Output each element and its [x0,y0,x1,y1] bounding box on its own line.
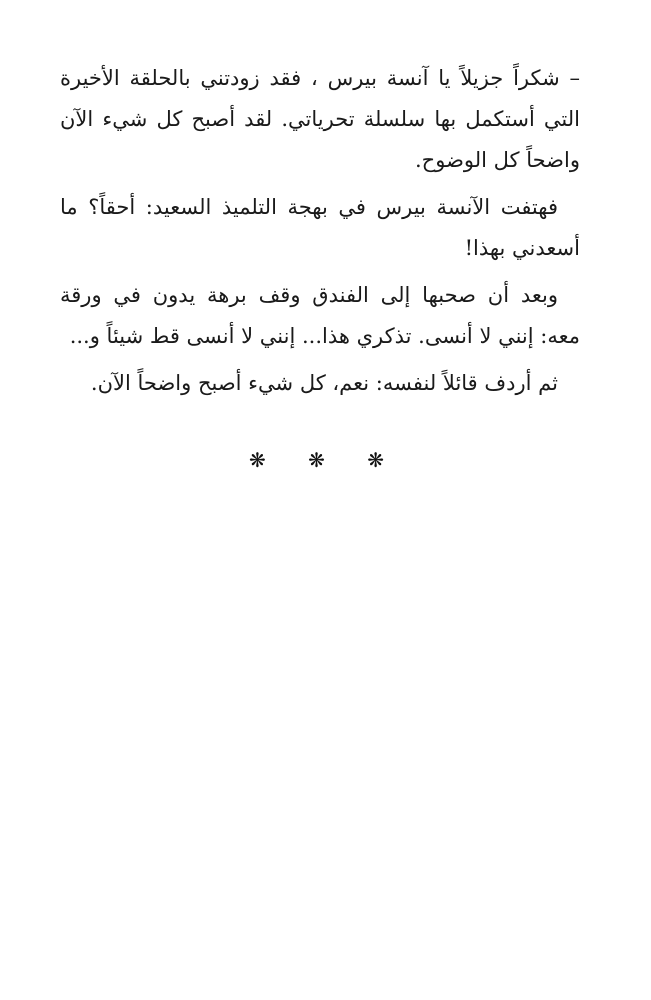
paragraph-hotel-note: وبعد أن صحبها إلى الفندق وقف برهة يدون في ورقة معه: إنني لا أنسى. تذكري هذا... إنني لا أنسى قط شيئاً و... [60,283,580,348]
section-separator-asterisks: ❋ ❋ ❋ [249,448,402,472]
paragraph-closing-thought: ثم أردف قائلاً لنفسه: نعم، كل شيء أصبح واضحاً الآن. [90,371,558,395]
paragraph-miss-pierce-reply: فهتفت الآنسة بيرس في بهجة التلميذ السعيد: أحقاً؟ ما أسعدني بهذا! [60,195,580,260]
paragraph-dialogue-thanks: – شكراً جزيلاً يا آنسة بيرس ، فقد زودتني بالحلقة الأخيرة التي أستكمل بها سلسلة تحرياتي. لقد أصبح كل شيء الآن واضحاً كل الوضوح. [60,66,580,172]
book-page-text [60,58,580,410]
